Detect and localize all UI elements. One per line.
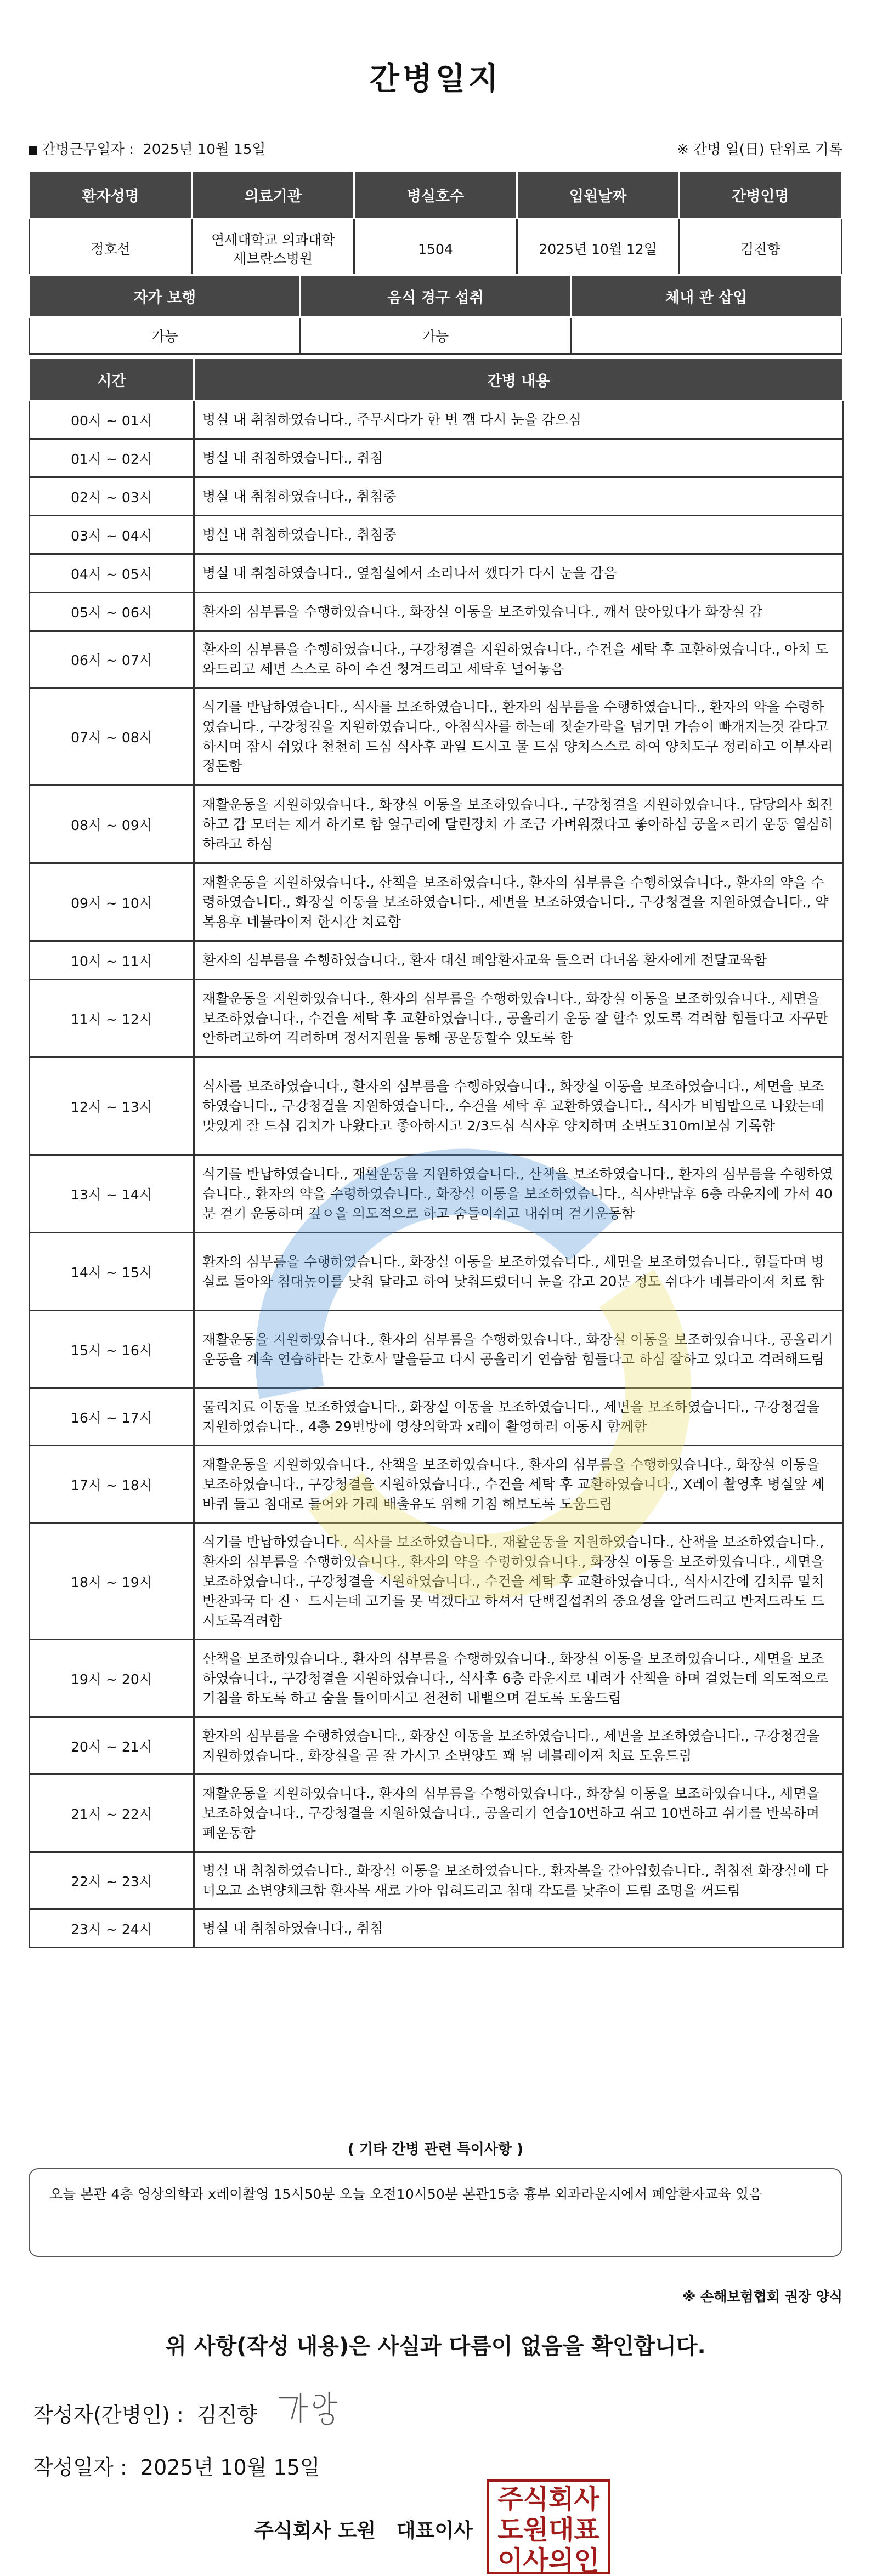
header-self-walking: 자가 보행 <box>30 275 301 317</box>
row-time: 17시 ~ 18시 <box>30 1446 194 1523</box>
row-time: 07시 ~ 08시 <box>30 688 194 786</box>
table-row <box>30 477 844 516</box>
row-content: 재활운동을 지원하였습니다., 환자의 심부름을 수행하였습니다., 화장실 이동을 보조하였습니다., 세면을 보조하였습니다., 수건을 세탁 후 교환하였습니다., 공올리기 운동 잘 할수 있도록 격려함 힘들다고 자꾸만 안하려고하여 격려하며 정서지원을 통해 공운동할수 있도록 함 <box>194 980 844 1057</box>
row-content: 환자의 심부름을 수행하였습니다., 환자 대신 폐암환자교육 들으러 다녀옴 환자에게 전달교육함 <box>194 941 844 980</box>
row-time: 20시 ~ 21시 <box>30 1718 194 1775</box>
writer-line <box>33 2398 257 2428</box>
header-hospital: 의료기관 <box>192 171 354 219</box>
table-row <box>30 516 844 554</box>
table-row <box>30 1389 844 1446</box>
company-seal-stamp: 주식회사 도원대표 이사의인 <box>487 2479 610 2574</box>
work-date: 간병근무일자 : 2025년 10월 15일 <box>29 138 265 158</box>
table-row <box>30 1155 844 1233</box>
table-row <box>30 1233 844 1311</box>
row-time: 14시 ~ 15시 <box>30 1233 194 1311</box>
row-content: 병실 내 취침하였습니다., 취침 <box>194 439 844 477</box>
row-content: 재활운동을 지원하였습니다., 환자의 심부름을 수행하였습니다., 화장실 이동을 보조하였습니다., 공올리기 운동을 계속 연습하라는 간호사 말을듣고 다시 공올리기 연습함 힘들다고 하심 잘하고 있다고 격려해드림 <box>194 1311 844 1389</box>
confirmation-statement: 위 사항(작성 내용)은 사실과 다름이 없음을 확인합니다. <box>165 2334 706 2359</box>
row-time: 08시 ~ 09시 <box>30 786 194 863</box>
work-date-value: 2025년 10월 15일 <box>143 141 266 158</box>
row-content: 산책을 보조하였습니다., 환자의 심부름을 수행하였습니다., 화장실 이동을 보조하였습니다., 세면을 보조하였습니다., 구강청결을 지원하였습니다., 식사후 6층 라운지로 내려가 산책을 하며 걸었는데 의도적으로 기침을 하도록 하고 숨을 들이마시고 천천히 내뱉으며 걷도록 도움드림 <box>194 1640 844 1718</box>
row-content: 재활운동을 지원하였습니다., 산책을 보조하였습니다., 환자의 심부름을 수행하였습니다., 화장실 이동을 보조하였습니다., 구강청결을 지원하였습니다., 수건을 세탁 후 교환하였습니다., X레이 촬영후 병실앞 세바퀴 돌고 침대로 들어와 가래 배출유도 위해 기침 해보도록 도움드림 <box>194 1446 844 1523</box>
row-time: 13시 ~ 14시 <box>30 1155 194 1233</box>
row-time: 01시 ~ 02시 <box>30 439 194 477</box>
row-time: 09시 ~ 10시 <box>30 863 194 941</box>
row-time: 11시 ~ 12시 <box>30 980 194 1057</box>
table-row <box>30 1718 844 1775</box>
row-time: 22시 ~ 23시 <box>30 1852 194 1909</box>
table-row <box>30 439 844 477</box>
patient-name: 정호선 <box>30 219 192 281</box>
row-time: 10시 ~ 11시 <box>30 941 194 980</box>
date-value: 2025년 10월 15일 <box>140 2455 320 2480</box>
header-room: 병실호수 <box>354 171 517 219</box>
row-time: 21시 ~ 22시 <box>30 1775 194 1852</box>
row-time: 23시 ~ 24시 <box>30 1909 194 1948</box>
writer-label: 작성자(간병인) : <box>33 2403 184 2427</box>
row-time: 16시 ~ 17시 <box>30 1389 194 1446</box>
header-care-content: 간병 내용 <box>194 359 844 401</box>
row-content: 식사를 보조하였습니다., 환자의 심부름을 수행하였습니다., 화장실 이동을 보조하였습니다., 세면을 보조하였습니다., 구강청결을 지원하였습니다., 수건을 세탁 후 교환하였습니다., 식사가 비빔밥으로 나왔는데 맛있게 잘 드심 김치가 나왔다고 좋아하시고 2/3드심 식사후 양치하며 소변도310ml보심 기록함 <box>194 1057 844 1155</box>
hospital-name: 연세대학교 의과대학 세브란스병원 <box>192 219 354 281</box>
row-content: 식기를 반납하였습니다., 식사를 보조하였습니다., 환자의 심부름을 수행하였습니다., 환자의 약을 수령하였습니다., 구강청결을 지원하였습니다., 아침식사를 하는데 젓숟가락을 넘기면 가슴이 빠개지는것 같다고하시며 잠시 쉬었다 천천히 드심 식사후 과일 드시고 물 드심 양치스스로 하여 양치도구 정리하고 이부자리 정돈함 <box>194 688 844 786</box>
row-time: 18시 ~ 19시 <box>30 1523 194 1640</box>
table-row <box>30 1057 844 1155</box>
table-row <box>30 1446 844 1523</box>
header-tube-insertion: 체내 관 삽입 <box>571 275 842 317</box>
row-time: 19시 ~ 20시 <box>30 1640 194 1718</box>
row-content: 식기를 반납하였습니다., 재활운동을 지원하였습니다., 산책을 보조하였습니다., 환자의 심부름을 수행하였습니다., 환자의 약을 수령하였습니다., 화장실 이동을 보조하였습니다., 식사반납후 6층 라운지에 가서 40분 걷기 운동하며 깊ㅇ을 의도적으로 하고 숨들이쉬고 내쉬며 걷기운동함 <box>194 1155 844 1233</box>
patient-status-table <box>29 274 842 355</box>
row-content: 병실 내 취침하였습니다., 취침중 <box>194 477 844 516</box>
handwritten-signature <box>275 2386 369 2430</box>
header-caregiver: 간병인명 <box>679 171 841 219</box>
row-time: 15시 ~ 16시 <box>30 1311 194 1389</box>
table-row <box>30 688 844 786</box>
row-time: 00시 ~ 01시 <box>30 401 194 439</box>
row-content: 병실 내 취침하였습니다., 화장실 이동을 보조하였습니다., 환자복을 갈아입혔습니다., 취침전 화장실에 다녀오고 소변양체크함 환자복 새로 가아 입혀드리고 침대 각도를 낮추어 드림 조명을 꺼드림 <box>194 1852 844 1909</box>
row-content: 환자의 심부름을 수행하였습니다., 구강청결을 지원하였습니다., 수건을 세탁 후 교환하였습니다., 아치 도와드리고 세면 스스로 하여 수건 청겨드리고 세탁후 널어놓음 <box>194 631 844 688</box>
writer-name: 김진향 <box>196 2403 258 2427</box>
table-row <box>30 1311 844 1389</box>
table-row <box>30 786 844 863</box>
row-time: 02시 ~ 03시 <box>30 477 194 516</box>
etc-notes-title: ( 기타 간병 관련 특이사항 ) <box>347 2141 524 2158</box>
row-time: 05시 ~ 06시 <box>30 593 194 631</box>
table-row <box>30 863 844 941</box>
table-row <box>30 980 844 1057</box>
header-time: 시간 <box>30 359 194 401</box>
table-row <box>30 1775 844 1852</box>
company-representative: 주식회사 도원 대표이사 <box>254 2520 473 2542</box>
table-row <box>30 631 844 688</box>
table-row <box>30 1523 844 1640</box>
row-time: 04시 ~ 05시 <box>30 554 194 593</box>
care-log-table <box>29 357 844 1948</box>
tube-insertion-value <box>571 317 842 354</box>
oral-intake-value: 가능 <box>300 317 571 354</box>
page-title: 간병일지 <box>369 61 502 97</box>
row-content: 재활운동을 지원하였습니다., 화장실 이동을 보조하였습니다., 구강청결을 지원하였습니다., 담당의사 회진 하고 감 모터는 제거 하기로 함 옆구리에 달린장치 가 조금 가벼워졌다고 좋아하심 공올ㅈ리기 운동 열심히 하라고 하심 <box>194 786 844 863</box>
row-content: 재활운동을 지원하였습니다., 산책을 보조하였습니다., 환자의 심부름을 수행하였습니다., 환자의 약을 수령하였습니다., 화장실 이동을 보조하였습니다., 세면을 보조하였습니다., 구강청결을 지원하였습니다., 약복용후 네뷸라이저 한시간 치료함 <box>194 863 844 941</box>
square-bullet-icon <box>29 146 37 155</box>
row-content: 환자의 심부름을 수행하였습니다., 화장실 이동을 보조하였습니다., 세면을 보조하였습니다., 힘들다며 병실로 돌아와 침대높이를 낮춰 달라고 하여 낮춰드렸더니 눈을 감고 20분 정도 쉬다가 네블라이저 치료 함 <box>194 1233 844 1311</box>
row-time: 12시 ~ 13시 <box>30 1057 194 1155</box>
table-row <box>30 593 844 631</box>
row-time: 03시 ~ 04시 <box>30 516 194 554</box>
caregiver-name: 김진향 <box>679 219 841 281</box>
table-row <box>30 401 844 439</box>
header-oral-intake: 음식 경구 섭취 <box>300 275 571 317</box>
row-content: 병실 내 취침하였습니다., 취침 <box>194 1909 844 1948</box>
header-patient-name: 환자성명 <box>30 171 192 219</box>
row-content: 병실 내 취침하였습니다., 취침중 <box>194 516 844 554</box>
table-row <box>30 1640 844 1718</box>
row-content: 병실 내 취침하였습니다., 옆침실에서 소리나서 깼다가 다시 눈을 감음 <box>194 554 844 593</box>
admission-date: 2025년 10월 12일 <box>517 219 679 281</box>
table-row <box>30 554 844 593</box>
row-content: 식기를 반납하였습니다., 식사를 보조하였습니다., 재활운동을 지원하였습니다., 산책을 보조하였습니다., 환자의 심부름을 수행하였습니다., 환자의 약을 수령하였습니다., 화장실 이동을 보조하였습니다., 세면을 보조하였습니다., 구강청결을 지원하였습니다., 수건을 세탁 후 교환하였습니다., 식사시간에 김치류 멸치반찬과국 다 진ㆍ 드시는데 고기를 못 먹겠다고 하셔서 단백질섭취의 중요성을 알려드리고 반저드라도 드시도록격려함 <box>194 1523 844 1640</box>
date-label: 작성일자 : <box>33 2455 127 2480</box>
self-walking-value: 가능 <box>30 317 301 354</box>
row-content: 물리치료 이동을 보조하였습니다., 화장실 이동을 보조하였습니다., 세면을 보조하였습니다., 구강청결을 지원하였습니다., 4층 29번방에 영상의학과 x레이 촬영하러 이동시 함께함 <box>194 1389 844 1446</box>
row-content: 환자의 심부름을 수행하였습니다., 화장실 이동을 보조하였습니다., 세면을 보조하였습니다., 구강청결을 지원하였습니다., 화장실을 곧 잘 가시고 소변양도 꽤 됨 네블레이져 치료 도움드림 <box>194 1718 844 1775</box>
table-row <box>30 941 844 980</box>
table-row <box>30 1909 844 1948</box>
patient-info-table <box>29 170 842 281</box>
row-content: 병실 내 취침하였습니다., 주무시다가 한 번 깸 다시 눈을 감으심 <box>194 401 844 439</box>
row-content: 환자의 심부름을 수행하였습니다., 화장실 이동을 보조하였습니다., 깨서 앉아있다가 화장실 감 <box>194 593 844 631</box>
table-row <box>30 1852 844 1909</box>
unit-note: ※ 간병 일(日) 단위로 기록 <box>676 141 842 158</box>
recommend-note: ※ 손해보험협회 권장 양식 <box>682 2289 842 2305</box>
work-date-label: 간병근무일자 <box>42 141 125 158</box>
row-content: 재활운동을 지원하였습니다., 환자의 심부름을 수행하였습니다., 화장실 이동을 보조하였습니다., 세면을 보조하였습니다., 구강청결을 지원하였습니다., 공올리기 연습10번하고 쉬고 10번하고 쉬기를 반복하며 폐운동함 <box>194 1775 844 1852</box>
etc-notes-box: 오늘 본관 4층 영상의학과 x레이촬영 15시50분 오늘 오전10시50분 본관15층 흉부 외과라운지에서 폐암환자교육 있음 <box>29 2168 842 2257</box>
date-line <box>33 2450 320 2481</box>
row-time: 06시 ~ 07시 <box>30 631 194 688</box>
room-number: 1504 <box>354 219 517 281</box>
header-admission-date: 입원날짜 <box>517 171 679 219</box>
